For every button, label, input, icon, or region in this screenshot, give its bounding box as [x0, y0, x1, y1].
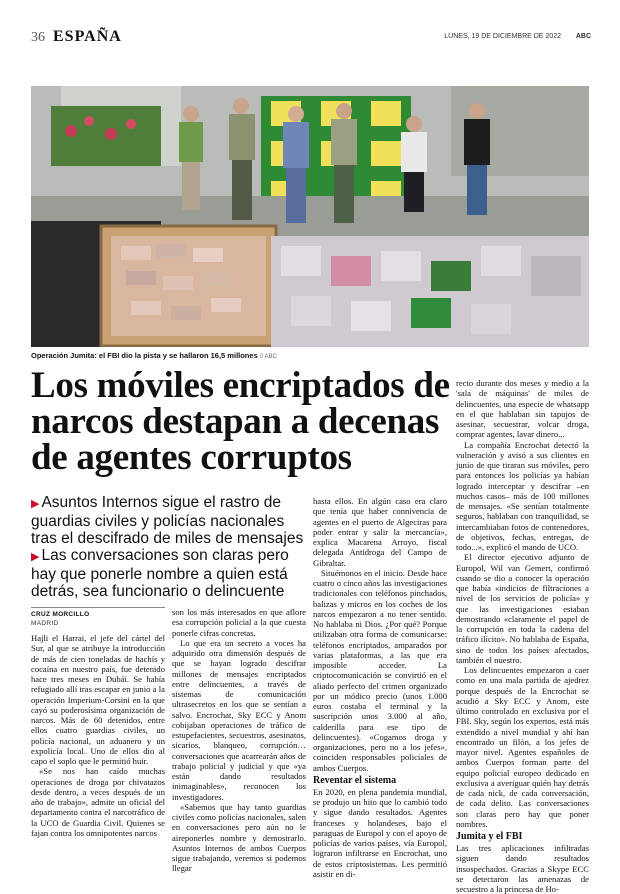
subhead-2-text: Las conversaciones son claras pero hay que ponerle nombre a quien está detrás, sea funcionario o delincuente	[31, 547, 289, 600]
paragraph: Las tres aplicaciones infiltradas siguen dando resultados insospechados. Gracias a Skype ECC se detectaron las amenazas de secuestro a la princesa de Ho-	[456, 843, 589, 894]
section-name: ESPAÑA	[53, 28, 122, 45]
section-subheading: Jumita y el FBI	[456, 831, 523, 842]
subhead-1-text: Asuntos Internos sigue el rastro de guardias civiles y policías nacionales tras el descifrado de miles de mensajes	[31, 494, 304, 547]
photo-illustration	[31, 86, 589, 347]
subhead-1	[31, 494, 313, 547]
article-column-1	[31, 633, 165, 838]
paragraph: Los delincuentes empezaron a caer como en una mala partida de ajedrez porque después de la Encrochat se acudió a Sky ECC y Anom, este último controlado en exclusiva por el FBI. Sky, según los expertos, está más extendido a nivel mundial y ahí han encontrado un filón, a los jefes de mayor nivel. Agentes españoles de ambos Cuerpos forman parte del equipo policial europeo dedicado en exclusiva a averiguar quién hay detrás de cada nick, de cada conversación, de cada delito. Las conversaciones son claras pero hay que poner nombres.	[456, 665, 589, 829]
article-column-3	[313, 496, 447, 879]
paragraph: hasta ellos. En algún caso era claro que tenía que haber connivencia de agentes en el puerto de Algeciras para poder entrar y salir la mercancía», explica Macarena Arroyo, fiscal delegada Antidroga del Campo de Gibraltar.	[313, 496, 447, 568]
page-number: 36	[31, 30, 45, 45]
paragraph: En 2020, en plena pandemia mundial, se produjo un hito que lo cambió todo y sigue dando resultados. Agentes franceses y holandeses, bajo el paraguas de Europol y con el apoyo de policías de varios países, vía Europol, lograron infiltrarse en Encrochat, uno de estos criptosistemas. Les permitió asistir en di-	[313, 786, 447, 879]
paragraph: son los más interesados en que aflore esa corrupción policial a la que cuesta ponerle cifras concretas.	[172, 607, 306, 638]
paragraph: La compañía Encrochat detectó la vulneración y avisó a sus clientes en junio de que tiraran sus móviles, pero para entonces los policías ya habían logrado interceptar y descifrar –en muchos casos– más de 100 millones de mensajes. «Se sentían totalmente seguros, hablaban con tranquilidad, se intercambiaban fotos de contenedores, de objetivos, fechas, entregas, de todo...», explicó el mando de UCO.	[456, 439, 589, 552]
subhead-2	[31, 547, 313, 600]
paragraph: Situémonos en el inicio. Desde hace cuatro o cinco años las investigaciones tradicionales con teléfonos pinchados, balizas y micros en los coches de los narcos empezaron a no tener sentido. No hablaba ni Dios. ¿Por qué? Porque utilizaban otra forma de comunicarse: teléfonos encriptados, amparados por varias plataformas, a las que era imposible acceder. La criptocomunicación se convirtió en el aliado perfecto del crimen organizado por un módico precio (unos 1.000 euros costaba el terminal y la suscripción unos 3.000 al año, calderilla para ese tipo de delincuentes). «Cogamos droga y organizaciones, pero no a los jefes», coinciden responsables policiales de ambos Cuerpos.	[313, 567, 447, 773]
article-column-2	[172, 607, 306, 874]
paragraph: recto durante dos meses y medio a la 'sala de máquinas' de miles de delincuentes, una especie de whatsapp en el que hablaban sin tapujos de asesinar, secuestrar, volcar droga, comprar agentes, lavar dinero...	[456, 378, 589, 440]
photo-caption	[31, 351, 589, 362]
issue-date: LUNES, 19 DE DICIEMBRE DE 2022	[444, 33, 561, 40]
news-photo	[31, 86, 589, 347]
page-header	[31, 28, 591, 48]
triangle-bullet-icon: ▶	[31, 551, 40, 563]
paragraph: Lo que era un secreto a voces ha adquirido otra dimensión después de que se hayan logrado descifrar millones de mensajes encriptados entre delincuentes, a través de sistemas de comunicación ultrasecretos en los que se sentían a salvo. Encrochat, Sky ECC y Anom cobijaban operaciones de tráfico de estupefacientes, secuestros, asesinatos, sicarios, blanqueo, corrupción… conversaciones que acarrearán años de trabajo policial y judicial y que «ya están dando resultados inimaginables», reconocen los investigadores.	[172, 637, 306, 802]
triangle-bullet-icon: ▶	[31, 498, 40, 510]
paragraph: «Sabemos que hay tanto guardias civiles como policías nacionales, salen en conversaciones pero aún no le aireponerles nombre y demostrarlo. Asuntos Internos de ambos Cuerpos sigue trabajando, veremos si podemos llegar	[172, 801, 306, 874]
headline: Los móviles encriptados de narcos destapan a decenas de agentes corruptos	[31, 365, 450, 478]
caption-text: Operación Jumita: el FBI dio la pista y se hallaron 16,5 millones	[31, 351, 258, 360]
article-column-4	[456, 378, 589, 894]
caption-source: // ABC	[259, 354, 277, 360]
paragraph: Hajli el Harrai, el jefe del cártel del Sur, al que se atribuye la introducción de más de cien toneladas de hachís y cocaína en nuestro país, fue detenido hace tres meses en Dubái. Se había refugiado allí tras escapar en junio a la operación Imperium-Corsini en la que cayó su poderosísima organización de narcos. Más de 60 detenidos, entre ellos cuatro guardias civiles, un policía nacional, un aduanero y un expolicía local. Uno de ellos dio al capo el soplo que le permitió huir.	[31, 633, 165, 766]
paragraph: «Se nos han caído muchas operaciones de droga por chivatazos desde dentro, a veces después de un año de trabajo», admite un oficial del departamento contra el narcotráfico de la UCO de Guardia Civil. Quienes se fajan contra los omnipotentes narcos	[31, 766, 165, 838]
paragraph: El director ejecutivo adjunto de Europol, Wil van Gemert, confirmó cuando se dio a conocer la operación que había «indicios de filtraciones a nivel de los servicios de policía» y que las investigaciones estaban demostrando «claramente el papel de la corrupción en toda la cadena del tráfico ilícito». No hablaba de España, sino de todos los países afectados, también el nuestro.	[456, 552, 589, 665]
dateline-location: MADRID	[31, 620, 59, 627]
section-subheading: Reventar el sistema	[313, 774, 397, 786]
byline	[31, 607, 165, 628]
publication-name: ABC	[575, 33, 591, 40]
author-name: CRUZ MORCILLO	[31, 611, 90, 618]
